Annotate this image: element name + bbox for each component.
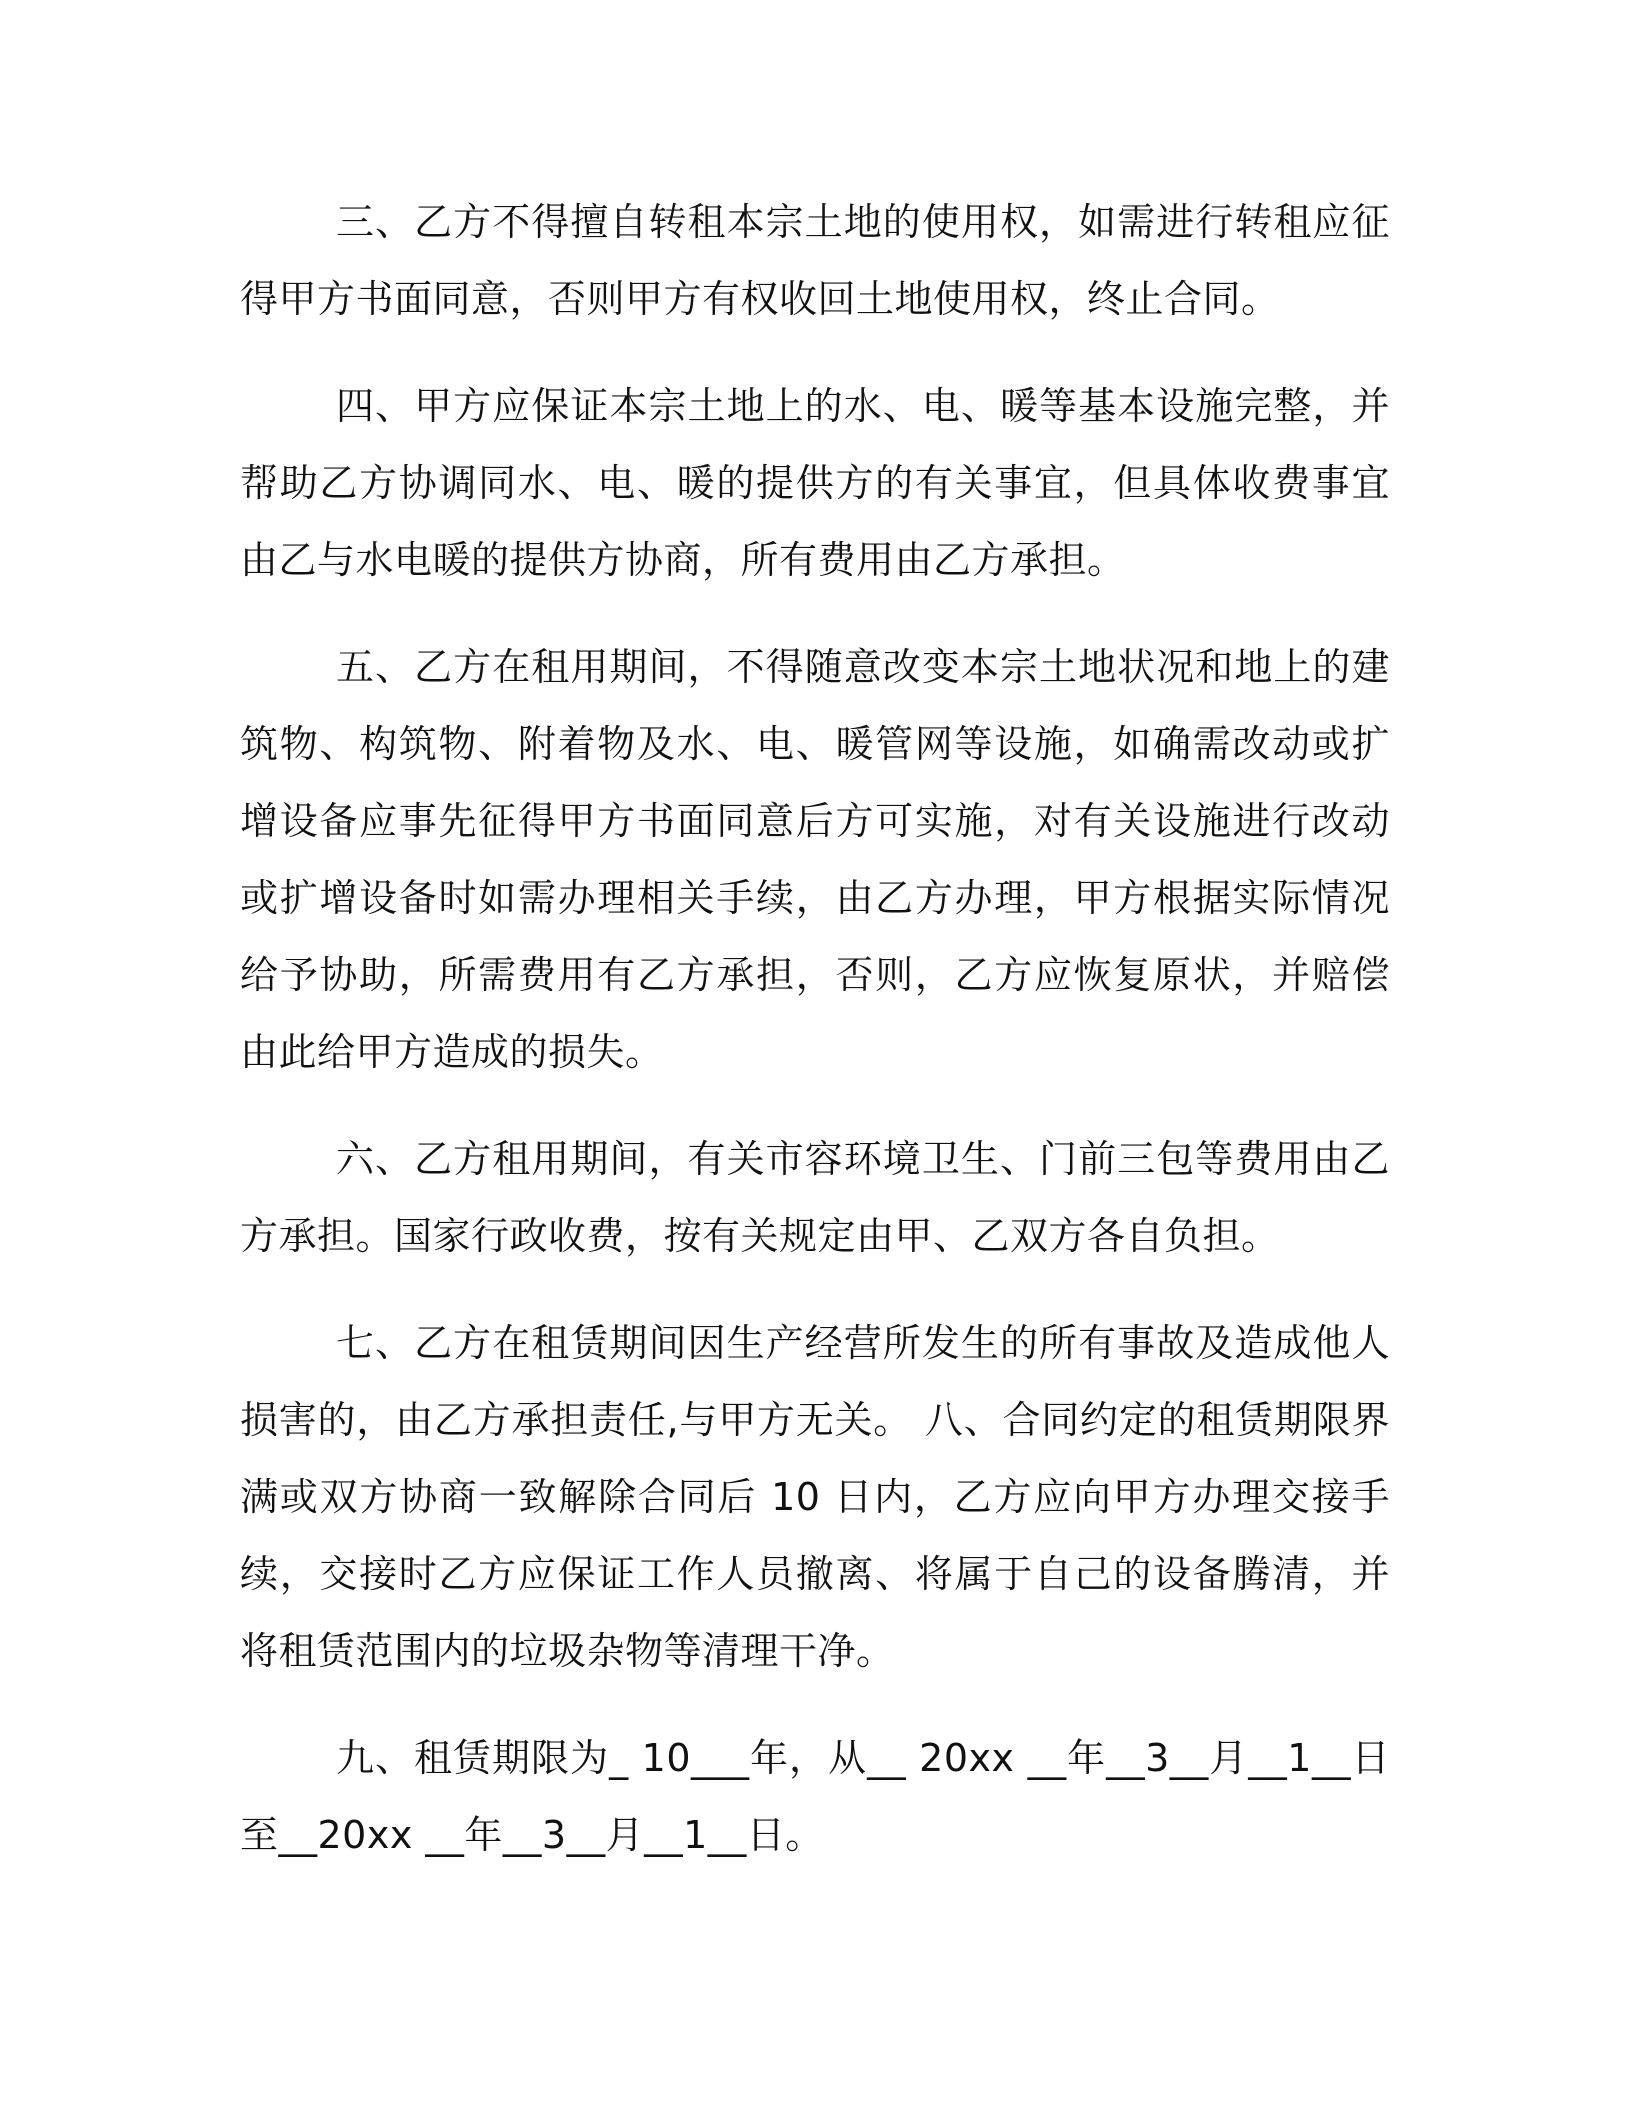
clause-3-paragraph: 三、乙方不得擅自转租本宗土地的使用权，如需进行转租应征得甲方书面同意，否则甲方有权收回土地使用权，终止合同。 [240,200,1390,321]
clause-6-paragraph: 六、乙方租用期间，有关市容环境卫生、门前三包等费用由乙方承担。国家行政收费，按有关规定由甲、乙双方各自负担。 [240,1137,1390,1258]
clause-7-8-paragraph: 七、乙方在租赁期间因生产经营所发生的所有事故及造成他人损害的，由乙方承担责任,与甲方无关。 八、合同约定的租赁期限界满或双方协商一致解除合同后 10 日内，乙方应向甲方办理交接手续，交接时乙方应保证工作人员撤离、将属于自己的设备腾清，并将租赁范围内的垃圾杂物等清理干净。 [240,1321,1390,1673]
document-body [240,184,1390,1904]
clause-5-paragraph: 五、乙方在租用期间，不得随意改变本宗土地状况和地上的建筑物、构筑物、附着物及水、电、暖管网等设施，如确需改动或扩增设备应事先征得甲方书面同意后方可实施，对有关设施进行改动或扩增设备时如需办理相关手续，由乙方办理，甲方根据实际情况给予协助，所需费用有乙方承担，否则，乙方应恢复原状，并赔偿由此给甲方造成的损失。 [240,645,1390,1074]
clause-9-paragraph: 九、租赁期限为_ 10___年，从__ 20xx __年__3__月__1__日至__20xx __年__3__月__1__日。 [240,1736,1390,1857]
clause-4-paragraph: 四、甲方应保证本宗土地上的水、电、暖等基本设施完整，并帮助乙方协调同水、电、暖的提供方的有关事宜，但具体收费事宜由乙与水电暖的提供方协商，所有费用由乙方承担。 [240,384,1390,582]
